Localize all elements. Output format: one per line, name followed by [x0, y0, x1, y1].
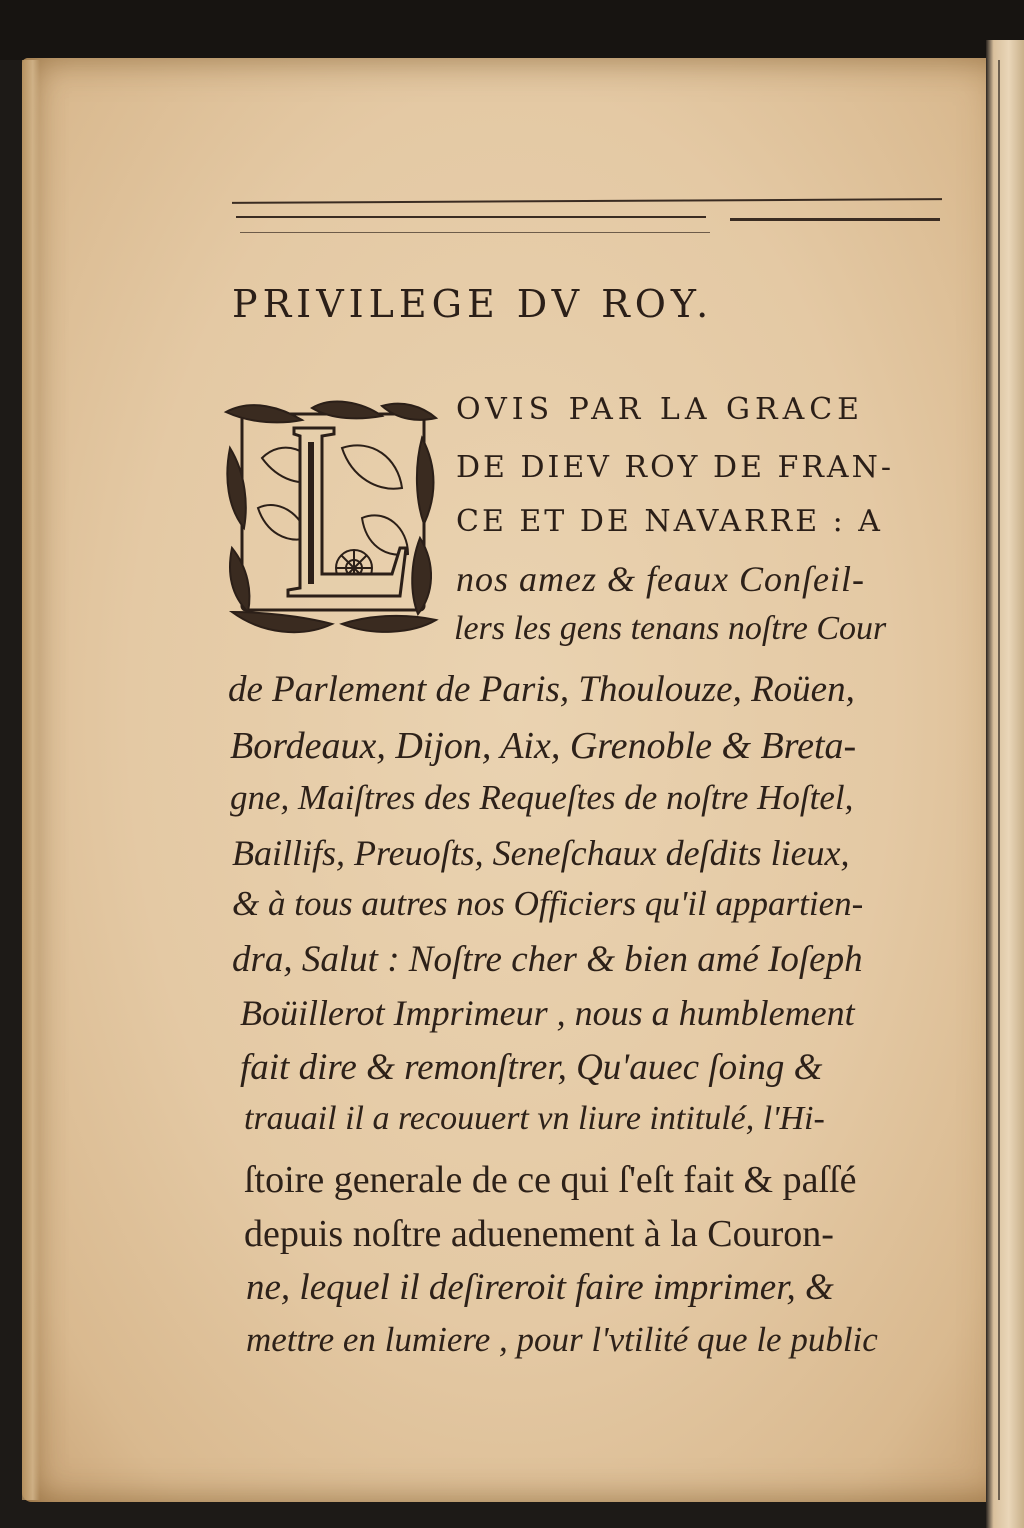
top-rule-4 [240, 232, 710, 233]
page-title: PRIVILEGE DV ROY. [232, 282, 714, 326]
ornamental-initial-icon [222, 398, 444, 642]
text-line-11: dra, Salut : Noſtre cher & bien amé Ioſeph [232, 939, 863, 980]
text-line-6: de Parlement de Paris, Thoulouze, Roüen, [228, 669, 855, 710]
page-gutter [998, 60, 1000, 1500]
text-line-8: gne, Maiſtres des Requeſtes de noſtre Hoſtel, [230, 778, 854, 817]
text-line-5: lers les gens tenans noſtre Cour [454, 610, 887, 647]
text-line-12: Boüillerot Imprimeur , nous a humblement [240, 993, 855, 1033]
text-line-13: fait dire & remonſtrer, Qu'auec ſoing & [240, 1047, 823, 1088]
text-line-14: trauail il a recouuert vn liure intitulé, l'Hi- [244, 1100, 825, 1137]
page-edge-left [22, 60, 40, 1500]
text-line-18: mettre en lumiere , pour l'vtilité que le public [246, 1320, 878, 1359]
text-line-10: & à tous autres nos Officiers qu'il appartien- [232, 884, 864, 923]
text-line-2: DE DIEV ROY DE FRAN- [456, 450, 894, 485]
top-rule-2 [236, 216, 706, 218]
text-line-9: Baillifs, Preuoſts, Seneſchaux deſdits lieux, [232, 833, 850, 873]
text-line-17: ne, lequel il deſireroit faire imprimer, & [246, 1267, 834, 1308]
background-shadow [0, 0, 1024, 60]
text-line-1: OVIS PAR LA GRACE [456, 392, 865, 427]
text-line-15: ſtoire generale de ce qui ſ'eſt fait & paſſé [244, 1159, 857, 1201]
top-rule-3 [730, 218, 940, 221]
next-page-edge [986, 40, 1024, 1528]
text-line-16: depuis noſtre aduenement à la Couron- [244, 1213, 834, 1255]
ornamental-initial [222, 398, 444, 642]
text-line-7: Bordeaux, Dijon, Aix, Grenoble & Breta- [230, 725, 857, 767]
text-line-3: CE ET DE NAVARRE : A [456, 504, 883, 539]
text-line-4: nos amez & feaux Conſeil- [456, 559, 865, 599]
